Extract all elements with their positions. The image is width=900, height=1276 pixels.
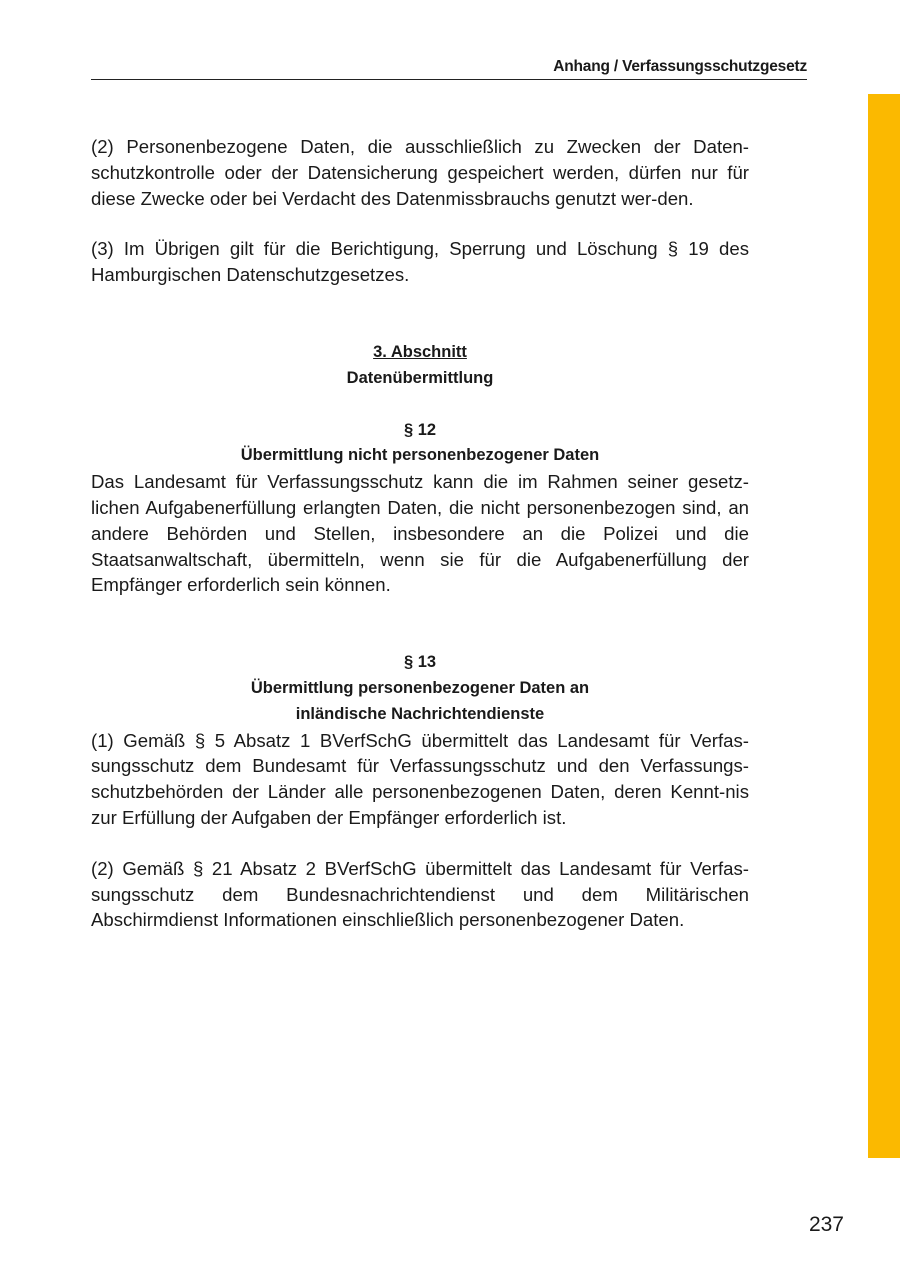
page-content bbox=[91, 134, 749, 933]
running-header: Anhang / Verfassungsschutzgesetz bbox=[91, 58, 807, 80]
paragraph-12-text: Das Landesamt für Verfassungsschutz kann die im Rahmen seiner gesetz-lichen Aufgabenerfüllung erlangten Daten, die nicht personenbezogen sind, an andere Behörden und Stellen, insbesondere an die Polizei und die Staatsanwaltschaft, übermitteln, wenn sie für die Aufgabenerfüllung der Empfänger erforderlich sein können. bbox=[91, 471, 749, 596]
paragraph-title-12: Übermittlung nicht personenbezogener Daten bbox=[240, 446, 600, 465]
paragraph-title-13-line1: Übermittlung personenbezogener Daten an bbox=[250, 678, 590, 697]
paragraph-11-3: (3) Im Übrigen gilt für die Berichtigung, Sperrung und Löschung § 19 des Hamburgischen Datenschutzgesetzes. bbox=[91, 238, 749, 286]
paragraph-heading-12 bbox=[91, 418, 749, 470]
paragraph-heading-13 bbox=[91, 650, 749, 727]
paragraph-number-12: § 12 bbox=[403, 420, 437, 439]
paragraph-13-2: (2) Gemäß § 21 Absatz 2 BVerfSchG übermittelt das Landesamt für Verfas-sungsschutz dem Bundesnachrichtendienst und dem Militärischen Abschirmdienst Informationen einschließlich personenbezogener Daten. bbox=[91, 857, 749, 931]
section-heading bbox=[91, 340, 749, 392]
paragraph-title-13-line2: inländische Nachrichtendienste bbox=[295, 704, 545, 723]
section-number: 3. Abschnitt bbox=[373, 342, 467, 361]
section-title: Datenübermittlung bbox=[346, 368, 494, 387]
side-tab bbox=[868, 94, 900, 1158]
page-number: 237 bbox=[808, 1213, 844, 1236]
paragraph-number-13: § 13 bbox=[403, 653, 437, 672]
paragraph-13-1: (1) Gemäß § 5 Absatz 1 BVerfSchG übermittelt das Landesamt für Verfas-sungsschutz dem Bundesamt für Verfassungsschutz und den Verfassungs-schutzbehörden der Länder alle personenbezogenen Daten, deren Kennt-nis zur Erfüllung der Aufgaben der Empfänger erforderlich ist. bbox=[91, 729, 749, 828]
paragraph-11-2: (2) Personenbezogene Daten, die ausschließlich zu Zwecken der Daten-schutzkontrolle oder der Datensicherung gespeichert werden, dürfen nur für diese Zwecke oder bei Verdacht des Datenmissbrauchs genutzt wer-den. bbox=[91, 136, 749, 209]
